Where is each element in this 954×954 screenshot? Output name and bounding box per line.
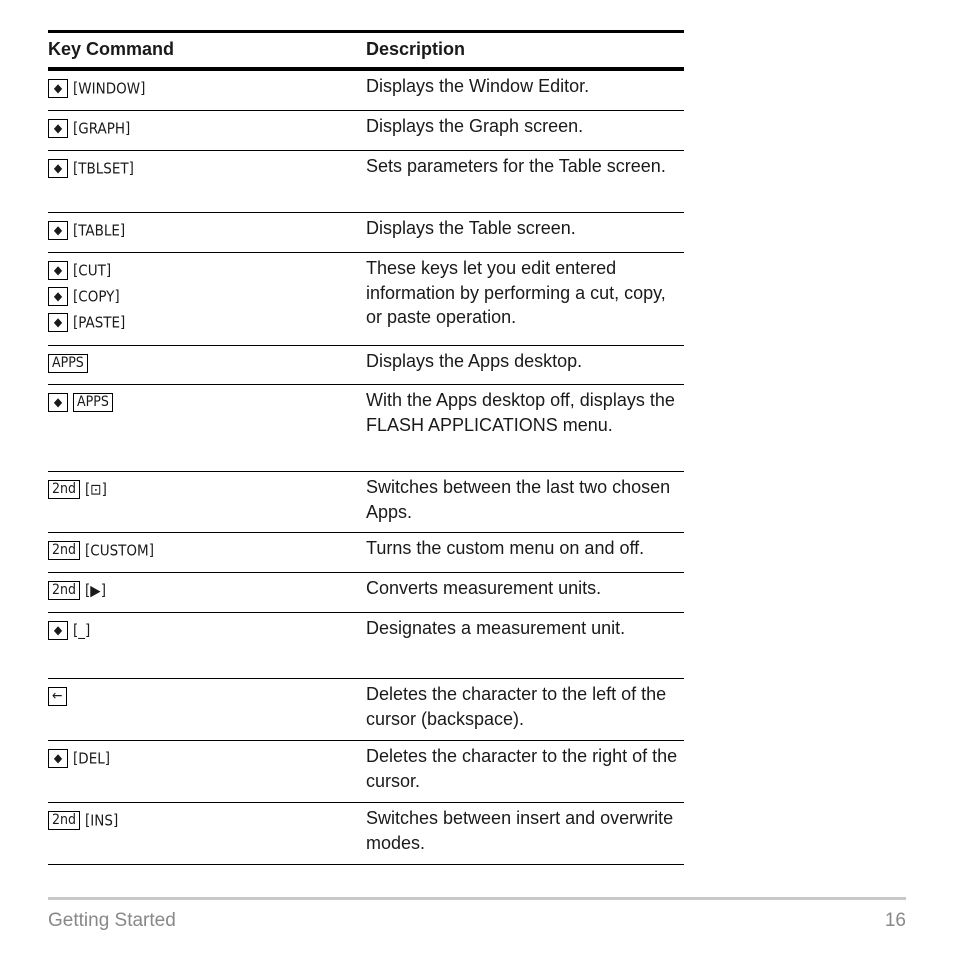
apps-key: APPS (73, 393, 113, 412)
diamond-key: ◆ (48, 287, 68, 306)
del-key: [ DEL ] (73, 749, 110, 767)
table-row (48, 213, 684, 253)
key-cell (48, 745, 110, 771)
backspace-key-icon: ← (48, 687, 67, 706)
key-cell (48, 155, 134, 181)
diamond-key: ◆ (48, 749, 68, 768)
graph-key: [ GRAPH ] (73, 119, 130, 137)
description-cell: Sets parameters for the Table screen. (366, 156, 666, 176)
diamond-key: ◆ (48, 79, 68, 98)
table-row (48, 472, 684, 533)
key-cell (48, 115, 130, 141)
description-cell: Designates a measurement unit. (366, 618, 626, 638)
description-cell: Displays the Apps desktop. (366, 351, 583, 371)
key-cell (48, 617, 90, 643)
table-row (48, 741, 684, 803)
cut-key: [ CUT ] (73, 261, 111, 279)
table-row (48, 253, 684, 346)
header-description: Description (366, 39, 466, 59)
underscore-key: [ _ ] (73, 621, 90, 639)
window-key: [ WINDOW ] (73, 79, 145, 97)
footer-page-number: 16 (884, 910, 906, 931)
second-key: 2nd (48, 581, 80, 600)
key-cell (48, 217, 125, 243)
apps-key: APPS (48, 354, 88, 373)
diamond-key: ◆ (48, 393, 68, 412)
diamond-key: ◆ (48, 313, 68, 332)
table-row (48, 71, 684, 111)
table-row (48, 803, 684, 865)
key-cell (48, 350, 88, 376)
description-cell: Turns the custom menu on and off. (366, 538, 645, 558)
second-key: 2nd (48, 480, 80, 499)
ins-key: [ INS ] (85, 811, 118, 829)
page-footer (48, 897, 906, 931)
table-row (48, 346, 684, 385)
description-cell: These keys let you edit entered information by performing a cut, copy, or paste operation. (366, 258, 666, 327)
key-cell (48, 807, 118, 833)
description-cell: Switches between insert and overwrite modes. (366, 808, 674, 853)
description-cell: Displays the Window Editor. (366, 76, 590, 96)
key-cell (48, 537, 154, 563)
tblset-key: [ TBLSET ] (73, 159, 134, 177)
description-cell: With the Apps desktop off, displays the FLASH APPLICATIONS menu. (366, 390, 675, 435)
table-key: [ TABLE ] (73, 221, 125, 239)
description-cell: Deletes the character to the left of the cursor (backspace). (366, 684, 667, 729)
copy-key: [ COPY ] (73, 287, 120, 305)
key-cell (48, 476, 107, 502)
table-row (48, 385, 684, 472)
key-cell (48, 257, 125, 335)
diamond-key: ◆ (48, 119, 68, 138)
table-row (48, 679, 684, 741)
table-row (48, 111, 684, 151)
diamond-key: ◆ (48, 261, 68, 280)
custom-key: [ CUSTOM ] (85, 541, 154, 559)
table-row (48, 573, 684, 613)
diamond-key: ◆ (48, 159, 68, 178)
footer-section-title: Getting Started (48, 910, 176, 931)
key-cell (48, 389, 113, 415)
table-row (48, 151, 684, 213)
switch-key-icon: [ ⊡ ] (85, 480, 107, 498)
header-key-command: Key Command (48, 39, 175, 59)
description-cell: Switches between the last two chosen Apps. (366, 477, 671, 522)
key-command-table (48, 30, 684, 865)
table-header (48, 30, 684, 71)
key-cell (48, 577, 106, 603)
description-cell: Converts measurement units. (366, 578, 602, 598)
paste-key: [ PASTE ] (73, 313, 125, 331)
key-cell (48, 75, 145, 101)
second-key: 2nd (48, 811, 80, 830)
table-row (48, 613, 684, 679)
diamond-key: ◆ (48, 621, 68, 640)
description-cell: Displays the Table screen. (366, 218, 576, 238)
diamond-key: ◆ (48, 221, 68, 240)
description-cell: Deletes the character to the right of the cursor. (366, 746, 678, 791)
second-key: 2nd (48, 541, 80, 560)
key-cell (48, 683, 67, 709)
convert-arrow-icon: [ ▶ ] (85, 581, 106, 599)
description-cell: Displays the Graph screen. (366, 116, 584, 136)
table-row (48, 533, 684, 573)
